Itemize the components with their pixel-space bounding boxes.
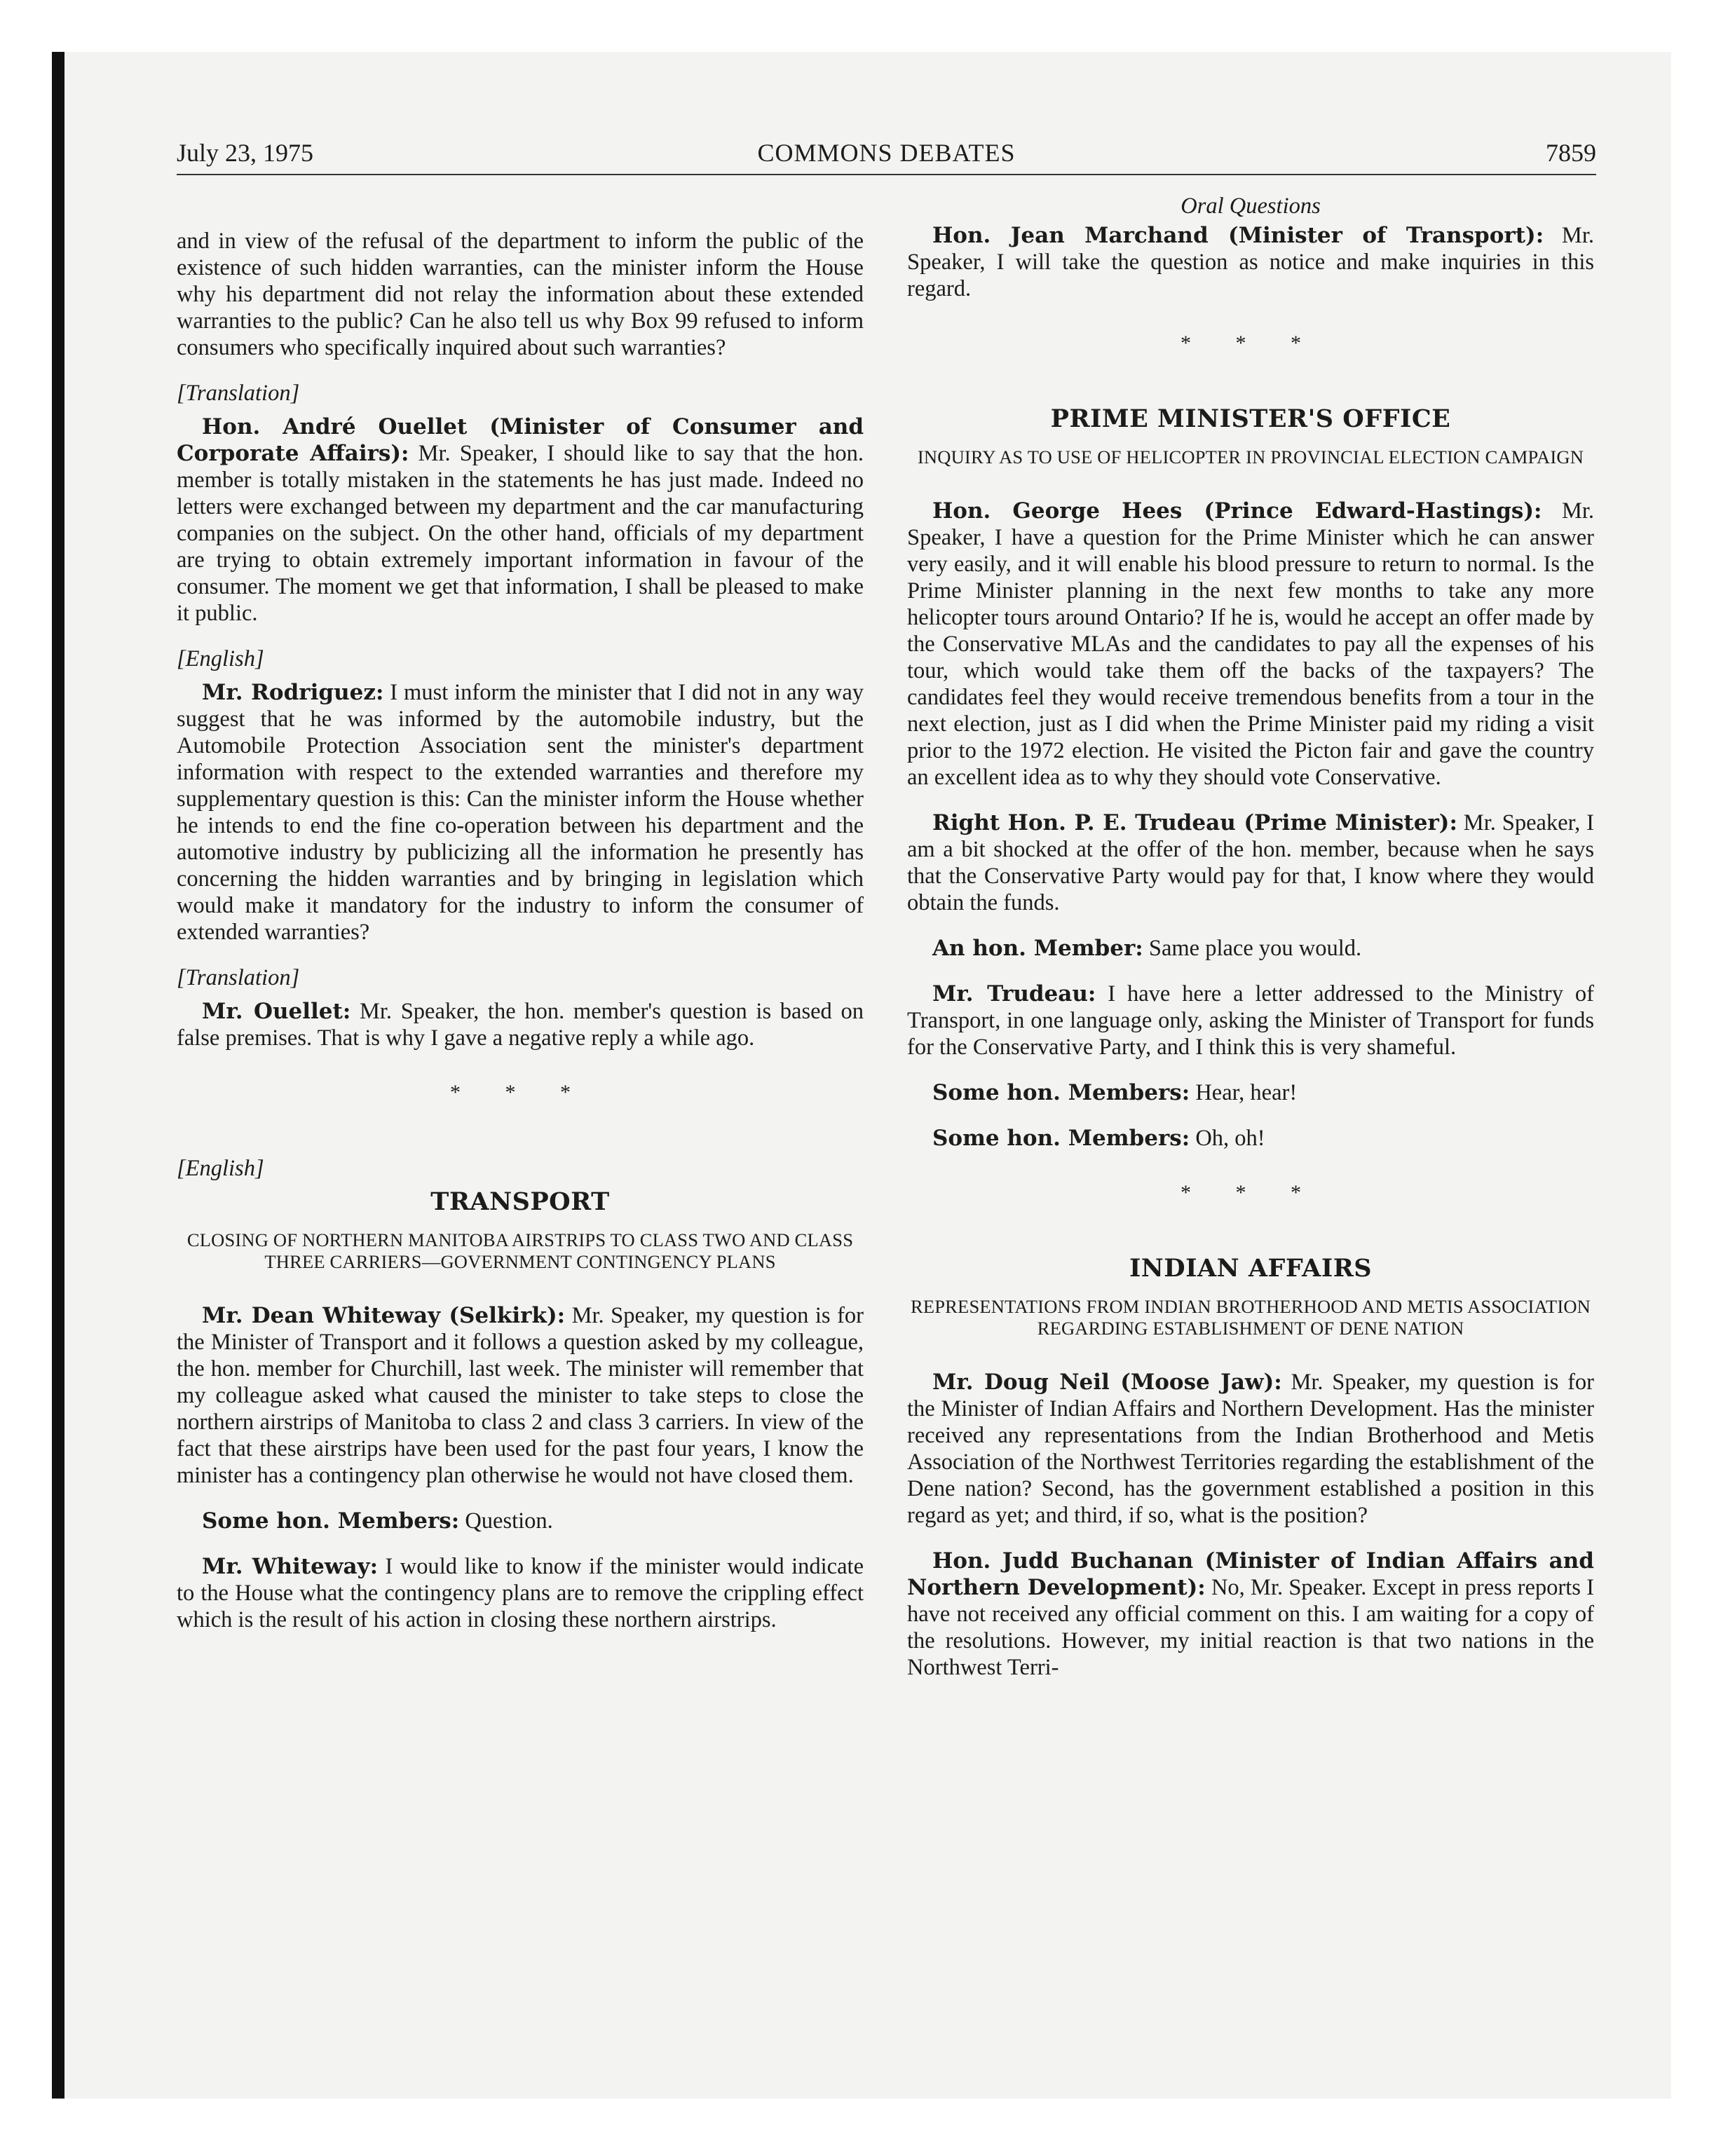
speaker-name: An hon. Member: — [932, 936, 1143, 961]
speech-paragraph — [907, 498, 1594, 791]
section-separator: * * * — [1181, 332, 1321, 355]
speech-paragraph — [907, 222, 1594, 302]
speaker-name: Right Hon. P. E. Trudeau (Prime Minister): — [932, 810, 1457, 835]
right-column — [907, 193, 1594, 1700]
speech-text: Mr. Speaker, I should like to say that the hon. member is totally mistaken in the statements he has just made. Indeed no letters were exchanged between my department and the car manufacturing companies on the subject. On the other hand, officials of my department are trying to obtain extremely important information in favour of the consumer. The moment we get that information, I shall be pleased to make it public. — [177, 441, 864, 626]
speech-text: Mr. Speaker, my question is for the Minister of Indian Affairs and Northern Development. Has the minister received any representations from the Indian Brotherhood and Metis Association of the Northwest Territories regarding the establishment of the Dene nation? Second, has the government established a position in this regard as yet; and third, if so, what is the position? — [907, 1370, 1594, 1528]
speech-text: No, Mr. Speaker. Except in press reports I have not received any official comment on this. I am waiting for a copy of the resolutions. However, my initial reaction is that two nations in the Northwest Terri- — [907, 1575, 1594, 1680]
speech-paragraph — [177, 679, 864, 946]
speech-text: Mr. Speaker, my question is for the Minister of Transport and it follows a question asked by my colleague, the hon. member for Churchill, last week. The minister will remember that my colleague asked what caused the minister to take steps to close the northern airstrips of Manitoba to class 2 and class 3 carriers. In view of the fact that these airstrips have been used for the past four years, I know the minister has a contingency plan otherwise he would not have closed them. — [177, 1303, 864, 1488]
speech-paragraph — [177, 414, 864, 627]
header-page-number: 7859 — [1546, 139, 1596, 167]
speaker-name: Some hon. Members: — [202, 1508, 460, 1534]
language-marker: [Translation] — [177, 381, 300, 406]
header-date: July 23, 1975 — [177, 139, 314, 167]
speaker-name: Some hon. Members: — [932, 1080, 1190, 1105]
section-title: TRANSPORT — [430, 1187, 610, 1216]
section-subtitle: REPRESENTATIONS FROM INDIAN BROTHERHOOD AND METIS ASSOCIATION REGARDING ESTABLISHMENT OF DENE NATION — [910, 1296, 1591, 1339]
speaker-name: Hon. André Ouellet (Minister of Consumer and Corporate Affairs): — [177, 414, 864, 466]
speech-text: I have here a letter addressed to the Ministry of Transport, in one language only, asking the Minister of Transport for funds for the Conservative Party, and I think this is very shameful. — [907, 981, 1594, 1060]
language-marker: [Translation] — [177, 965, 300, 990]
page-header — [177, 137, 1596, 175]
scan-edge-bar — [52, 52, 64, 2099]
speech-paragraph — [907, 935, 1594, 962]
header-title: COMMONS DEBATES — [757, 139, 1016, 167]
speech-paragraph — [907, 1079, 1594, 1106]
speech-text: I must inform the minister that I did not in any way suggest that he was informed by the automobile industry, but the Automobile Protection Association sent the minister's department information with respect to the extended warranties and therefore my supplementary question is this: Can the minister inform the House whether he intends to end the fine co-operation between his department and the automotive industry by publicizing all the information he presently has concerning the hidden warranties and by bringing in legislation which would make it mandatory for the industry to inform the consumer of extended warranties? — [177, 680, 864, 945]
speech-text: Question. — [459, 1508, 553, 1534]
speech-paragraph — [907, 810, 1594, 916]
section-title: PRIME MINISTER'S OFFICE — [1050, 404, 1451, 433]
paragraph: and in view of the refusal of the department to inform the public of the existence of such hidden warranties, can the minister inform the House why his department did not relay the information about these extended warranties to the public? Can he also tell us why Box 99 refused to inform consumers who specifically inquired about such warranties? — [177, 228, 864, 360]
section-separator: * * * — [1181, 1181, 1321, 1204]
speech-text: Mr. Speaker, the hon. member's question is based on false premises. That is why I gave a negative reply a while ago. — [177, 999, 864, 1051]
section-subtitle: CLOSING OF NORTHERN MANITOBA AIRSTRIPS TO CLASS TWO AND CLASS THREE CARRIERS—GOVERNMENT CONTINGENCY PLANS — [186, 1229, 854, 1272]
speaker-name: Some hon. Members: — [932, 1126, 1190, 1151]
section-title: INDIAN AFFAIRS — [1129, 1254, 1373, 1283]
speech-paragraph — [907, 981, 1594, 1060]
speaker-name: Hon. Judd Buchanan (Minister of Indian Affairs and Northern Development): — [907, 1548, 1594, 1600]
speech-text: Mr. Speaker, I will take the question as notice and make inquiries in this regard. — [907, 223, 1594, 301]
speech-paragraph — [177, 1553, 864, 1633]
left-column — [177, 228, 864, 1652]
speaker-name: Mr. Doug Neil (Moose Jaw): — [932, 1370, 1282, 1395]
language-marker: [English] — [177, 646, 264, 671]
speaker-name: Mr. Trudeau: — [932, 981, 1096, 1007]
speech-paragraph — [177, 1508, 864, 1534]
speaker-name: Hon. Jean Marchand (Minister of Transport): — [932, 223, 1544, 248]
section-subtitle: INQUIRY AS TO USE OF HELICOPTER IN PROVINCIAL ELECTION CAMPAIGN — [917, 446, 1584, 468]
language-marker: [English] — [177, 1156, 264, 1181]
speaker-name: Hon. George Hees (Prince Edward-Hastings): — [932, 498, 1542, 524]
speech-text: Oh, oh! — [1190, 1126, 1265, 1151]
speech-text: Mr. Speaker, I have a question for the Prime Minister which he can answer very easily, and it will enable his blood pressure to return to normal. Is the Prime Minister planning in the next few months to take any more helicopter tours around Ontario? If he is, would he accept an offer made by the Conservative MLAs and the candidates to pay all the expenses of his tour, which would take them off the backs of the taxpayers? The candidates feel they would receive tremendous benefits from a tour in the next election, just as I did when the Prime Minister paid my riding a visit prior to the 1972 election. He visited the Picton fair and gave the country an excellent idea as to why they should vote Conservative. — [907, 498, 1594, 790]
speech-text: Same place you would. — [1143, 936, 1362, 961]
section-separator: * * * — [450, 1081, 590, 1104]
speech-paragraph — [907, 1369, 1594, 1529]
speech-paragraph — [907, 1548, 1594, 1681]
speaker-name: Mr. Whiteway: — [202, 1554, 379, 1579]
speech-paragraph — [907, 1125, 1594, 1152]
speech-paragraph — [177, 1302, 864, 1489]
rubric: Oral Questions — [1181, 193, 1321, 219]
speaker-name: Mr. Rodriguez: — [202, 680, 384, 705]
speaker-name: Mr. Dean Whiteway (Selkirk): — [202, 1303, 566, 1328]
speech-text: Mr. Speaker, I am a bit shocked at the offer of the hon. member, because when he says that the Conservative Party would pay for that, I know where they would obtain the funds. — [907, 810, 1594, 915]
speech-text: I would like to know if the minister would indicate to the House what the contingency plans are to remove the crippling effect which is the result of his action in closing these northern airstrips. — [177, 1554, 864, 1632]
speech-text: Hear, hear! — [1190, 1080, 1298, 1105]
speaker-name: Mr. Ouellet: — [202, 999, 351, 1024]
speech-paragraph — [177, 998, 864, 1051]
